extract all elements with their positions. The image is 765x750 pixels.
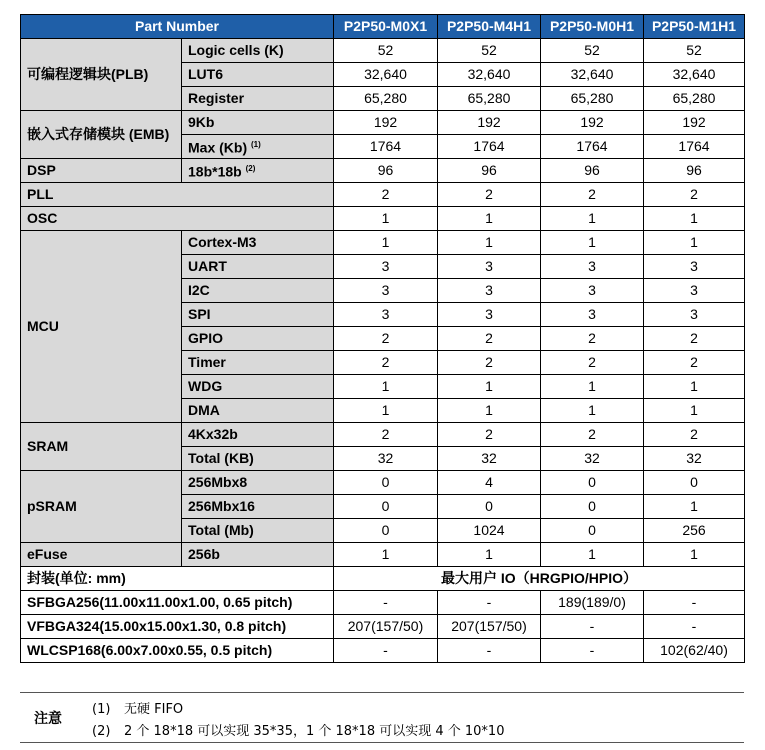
cell: 1 <box>541 231 644 255</box>
cell: 2 <box>438 423 541 447</box>
footnote-ref: (2) <box>245 164 256 174</box>
table-row <box>21 183 745 207</box>
row-label: 256b <box>182 543 334 567</box>
cell: 2 <box>334 423 438 447</box>
cell: 3 <box>644 303 745 327</box>
cell: - <box>334 591 438 615</box>
cell: 3 <box>541 255 644 279</box>
row-label: 9Kb <box>182 111 334 135</box>
cell: 1 <box>334 207 438 231</box>
cell: 3 <box>334 279 438 303</box>
cell: 2 <box>541 183 644 207</box>
cell: 0 <box>334 495 438 519</box>
cell: 1 <box>334 231 438 255</box>
cell: 52 <box>334 39 438 63</box>
cell: 3 <box>438 255 541 279</box>
row-label <box>182 159 334 183</box>
cell: 3 <box>438 279 541 303</box>
cell: 32,640 <box>334 63 438 87</box>
cell: 1 <box>438 375 541 399</box>
cell: - <box>438 591 541 615</box>
cell: 207(157/50) <box>334 615 438 639</box>
cell: 2 <box>644 327 745 351</box>
cell: 3 <box>334 303 438 327</box>
col-header: P2P50-M0X1 <box>334 15 438 39</box>
cell: 3 <box>334 255 438 279</box>
row-label: Total (KB) <box>182 447 334 471</box>
cell: 1764 <box>644 135 745 159</box>
cell: 96 <box>438 159 541 183</box>
group-psram: pSRAM <box>21 471 182 543</box>
cell: 1 <box>644 543 745 567</box>
note-number: (1) <box>92 702 111 717</box>
table-row <box>21 471 745 495</box>
group-mcu: MCU <box>21 231 182 423</box>
cell: 1 <box>541 207 644 231</box>
cell: 0 <box>334 471 438 495</box>
cell: 1024 <box>438 519 541 543</box>
row-label-text: 18b*18b <box>188 163 242 180</box>
cell: 256 <box>644 519 745 543</box>
cell: 52 <box>438 39 541 63</box>
cell: - <box>541 639 644 663</box>
cell: 2 <box>438 327 541 351</box>
col-header: P2P50-M0H1 <box>541 15 644 39</box>
cell: 2 <box>541 423 644 447</box>
cell: 192 <box>438 111 541 135</box>
spec-table <box>20 14 745 663</box>
row-label: WDG <box>182 375 334 399</box>
row-label: SPI <box>182 303 334 327</box>
cell: 2 <box>334 351 438 375</box>
cell: 1 <box>541 375 644 399</box>
cell: 3 <box>438 303 541 327</box>
table-row <box>21 639 745 663</box>
table-row <box>21 39 745 63</box>
cell: 1 <box>644 495 745 519</box>
table-row <box>21 615 745 639</box>
divider <box>20 692 744 693</box>
row-label: LUT6 <box>182 63 334 87</box>
row-label: Cortex-M3 <box>182 231 334 255</box>
package-label: VFBGA324(15.00x15.00x1.30, 0.8 pitch) <box>21 615 334 639</box>
cell: 1 <box>438 399 541 423</box>
table-row <box>21 543 745 567</box>
note-text: 无硬 FIFO <box>124 702 184 717</box>
cell: 32 <box>541 447 644 471</box>
cell: 1 <box>438 543 541 567</box>
row-label: Total (Mb) <box>182 519 334 543</box>
cell: 2 <box>438 183 541 207</box>
row-label: 256Mbx8 <box>182 471 334 495</box>
cell: 1764 <box>438 135 541 159</box>
cell: 0 <box>541 471 644 495</box>
note-text: 2 个 18*18 可以实现 35*35，1 个 18*18 可以实现 4 个 10*10 <box>124 724 505 739</box>
note-2 <box>92 720 504 739</box>
row-label: DMA <box>182 399 334 423</box>
row-label: GPIO <box>182 327 334 351</box>
cell: 1764 <box>541 135 644 159</box>
cell: 3 <box>541 279 644 303</box>
cell: - <box>334 639 438 663</box>
package-label: WLCSP168(6.00x7.00x0.55, 0.5 pitch) <box>21 639 334 663</box>
cell: 192 <box>334 111 438 135</box>
cell: 65,280 <box>644 87 745 111</box>
cell: 32,640 <box>644 63 745 87</box>
cell: 32 <box>438 447 541 471</box>
cell: - <box>644 615 745 639</box>
cell: 0 <box>541 519 644 543</box>
row-label: UART <box>182 255 334 279</box>
cell: 32,640 <box>541 63 644 87</box>
cell: 2 <box>541 351 644 375</box>
cell: 32 <box>644 447 745 471</box>
table-row <box>21 207 745 231</box>
cell: 2 <box>644 183 745 207</box>
row-label: Timer <box>182 351 334 375</box>
col-header: P2P50-M1H1 <box>644 15 745 39</box>
cell: 2 <box>541 327 644 351</box>
cell: 2 <box>438 351 541 375</box>
cell: 1 <box>334 543 438 567</box>
cell: 1 <box>438 207 541 231</box>
cell: 207(157/50) <box>438 615 541 639</box>
cell: 96 <box>334 159 438 183</box>
row-label: 256Mbx16 <box>182 495 334 519</box>
cell: 2 <box>644 423 745 447</box>
row-label: 4Kx32b <box>182 423 334 447</box>
group-emb: 嵌入式存储模块 (EMB) <box>21 111 182 159</box>
part-number-header: Part Number <box>21 15 334 39</box>
row-label: I2C <box>182 279 334 303</box>
cell: 2 <box>334 183 438 207</box>
cell: 1 <box>334 399 438 423</box>
cell: 189(189/0) <box>541 591 644 615</box>
group-dsp: DSP <box>21 159 182 183</box>
cell: 102(62/40) <box>644 639 745 663</box>
group-sram: SRAM <box>21 423 182 471</box>
package-header-row <box>21 567 745 591</box>
cell: 2 <box>334 327 438 351</box>
row-label-text: Max (Kb) <box>188 139 248 156</box>
cell: 32 <box>334 447 438 471</box>
group-pll: PLL <box>21 183 334 207</box>
row-label: Register <box>182 87 334 111</box>
cell: 65,280 <box>438 87 541 111</box>
note-number: (2) <box>92 724 111 739</box>
cell: 0 <box>334 519 438 543</box>
package-label: SFBGA256(11.00x11.00x1.00, 0.65 pitch) <box>21 591 334 615</box>
divider <box>20 742 744 743</box>
cell: - <box>644 591 745 615</box>
notes-title: 注意 <box>34 711 62 727</box>
cell: 1764 <box>334 135 438 159</box>
cell: 1 <box>541 543 644 567</box>
group-osc: OSC <box>21 207 334 231</box>
cell: 52 <box>541 39 644 63</box>
group-plb: 可编程逻辑块(PLB) <box>21 39 182 111</box>
cell: 0 <box>438 495 541 519</box>
table-row <box>21 159 745 183</box>
cell: 96 <box>541 159 644 183</box>
cell: 0 <box>644 471 745 495</box>
table-row <box>21 423 745 447</box>
cell: 192 <box>541 111 644 135</box>
cell: 1 <box>541 399 644 423</box>
cell: - <box>438 639 541 663</box>
cell: 3 <box>541 303 644 327</box>
table-row <box>21 111 745 135</box>
cell: 1 <box>644 207 745 231</box>
cell: 3 <box>644 255 745 279</box>
cell: 65,280 <box>334 87 438 111</box>
table-row <box>21 591 745 615</box>
cell: 1 <box>644 399 745 423</box>
cell: 1 <box>334 375 438 399</box>
cell: - <box>541 615 644 639</box>
cell: 2 <box>644 351 745 375</box>
cell: 4 <box>438 471 541 495</box>
cell: 1 <box>644 375 745 399</box>
cell: 3 <box>644 279 745 303</box>
cell: 32,640 <box>438 63 541 87</box>
cell: 0 <box>541 495 644 519</box>
package-header: 封装(单位: mm) <box>21 567 334 591</box>
cell: 65,280 <box>541 87 644 111</box>
note-1 <box>92 698 183 717</box>
row-label: Logic cells (K) <box>182 39 334 63</box>
max-user-io-header: 最大用户 IO（HRGPIO/HPIO） <box>334 567 745 591</box>
footnote-ref: (1) <box>251 140 261 150</box>
header-row <box>21 15 745 39</box>
cell: 1 <box>438 231 541 255</box>
cell: 192 <box>644 111 745 135</box>
cell: 52 <box>644 39 745 63</box>
group-efuse: eFuse <box>21 543 182 567</box>
row-label <box>182 135 334 159</box>
table-row <box>21 231 745 255</box>
col-header: P2P50-M4H1 <box>438 15 541 39</box>
cell: 96 <box>644 159 745 183</box>
cell: 1 <box>644 231 745 255</box>
